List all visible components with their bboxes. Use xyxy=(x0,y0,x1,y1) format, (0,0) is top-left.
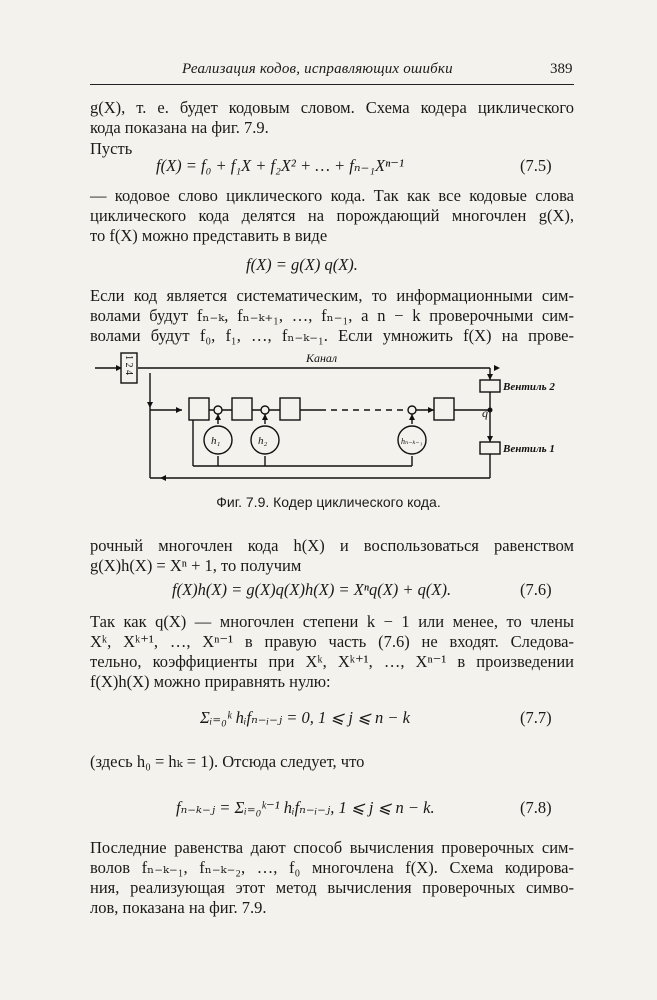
coef-label-h2: h₂ xyxy=(258,435,268,447)
equation-number-7-5: (7.5) xyxy=(520,156,552,175)
equation-7-6: f(X)h(X) = g(X)q(X)h(X) = Xⁿq(X) + q(X). xyxy=(172,580,452,599)
header-rule xyxy=(90,84,574,85)
equation-number-7-6: (7.6) xyxy=(520,580,552,599)
text-line: циклического кода делятся на порождающий многочлен g(X), xyxy=(90,206,574,225)
gate-1-label: Вентиль 1 xyxy=(503,443,555,455)
text-line: ния, реализующая этот метод вычисления проверочных симво- xyxy=(90,878,574,897)
text-line: f(X)h(X) можно приравнять нулю: xyxy=(90,672,331,691)
text-line: рочный многочлен кода h(X) и воспользоваться равенством xyxy=(90,536,574,555)
text-line: (здесь h₀ = hₖ = 1). Отсюда следует, что xyxy=(90,752,365,771)
equation-f-gq: f(X) = g(X) q(X). xyxy=(246,255,358,274)
text-line: волов fₙ₋ₖ₋₁, fₙ₋ₖ₋₂, …, f₀ многочлена f(X). Схема кодирова- xyxy=(90,858,574,877)
text-line: волами будут f₀, f₁, …, fₙ₋ₖ₋₁. Если умножить f(X) на прове- xyxy=(90,326,574,345)
adder-node xyxy=(408,406,416,414)
gate-2-label: Вентиль 2 xyxy=(503,381,555,393)
text-line: g(X)h(X) = Xⁿ + 1, то получим xyxy=(90,556,302,575)
text-line: — кодовое слово циклического кода. Так как все кодовые слова xyxy=(90,186,574,205)
text-line: Если код является систематическим, то информационными сим- xyxy=(90,286,574,305)
text-line: Пусть xyxy=(90,139,133,158)
text-line: кода показана на фиг. 7.9. xyxy=(90,118,269,137)
text-line: то f(X) можно представить в виде xyxy=(90,226,328,245)
text-line: волами будут fₙ₋ₖ, fₙ₋ₖ₊₁, …, fₙ₋₁, а n − k проверочными сим- xyxy=(90,306,574,325)
shift-register-cell xyxy=(280,398,300,420)
text-line: тельно, коэффициенты при Xᵏ, Xᵏ⁺¹, …, Xⁿ⁻¹ в произведении xyxy=(90,652,574,671)
text-line: Так как q(X) — многочлен степени k − 1 или менее, то члены xyxy=(90,612,574,631)
encoder-diagram xyxy=(0,340,657,492)
adder-node xyxy=(214,406,222,414)
equation-number-7-7: (7.7) xyxy=(520,708,552,727)
gate-1-block xyxy=(480,442,500,454)
input-switch-label: 1 2 4 xyxy=(123,355,134,375)
text-line: Последние равенства дают способ вычисления проверочных сим- xyxy=(90,838,574,857)
text-line: лов, показана на фиг. 7.9. xyxy=(90,898,267,917)
equation-number-7-8: (7.8) xyxy=(520,798,552,817)
coef-label-h1: h₁ xyxy=(211,435,221,447)
q-label: q xyxy=(482,406,488,420)
shift-register-cell xyxy=(189,398,209,420)
equation-7-7: Σᵢ₌₀ᵏ hᵢfₙ₋ᵢ₋ⱼ = 0, 1 ⩽ j ⩽ n − k xyxy=(200,708,410,727)
page-number: 389 xyxy=(550,61,573,77)
coef-label-hnk1: hₙ₋ₖ₋₁ xyxy=(401,437,423,446)
running-header-title: Реализация кодов, исправляющих ошибки xyxy=(182,61,453,77)
gate-2-block xyxy=(480,380,500,392)
adder-node xyxy=(261,406,269,414)
figure-caption: Фиг. 7.9. Кодер циклического кода. xyxy=(216,494,441,510)
equation-7-5: f(X) = f₀ + f₁X + f₂X² + … + fₙ₋₁Xⁿ⁻¹ xyxy=(156,156,404,175)
equation-7-8: fₙ₋ₖ₋ⱼ = Σᵢ₌₀ᵏ⁻¹ hᵢfₙ₋ᵢ₋ⱼ, 1 ⩽ j ⩽ n − k. xyxy=(176,798,435,817)
shift-register-cell xyxy=(434,398,454,420)
text-line: g(X), т. е. будет кодовым словом. Схема кодера циклического xyxy=(90,98,574,117)
shift-register-cell xyxy=(232,398,252,420)
text-line: Xᵏ, Xᵏ⁺¹, …, Xⁿ⁻¹ в правую часть (7.6) не входят. Следова- xyxy=(90,632,574,651)
channel-label: Канал xyxy=(306,351,338,365)
